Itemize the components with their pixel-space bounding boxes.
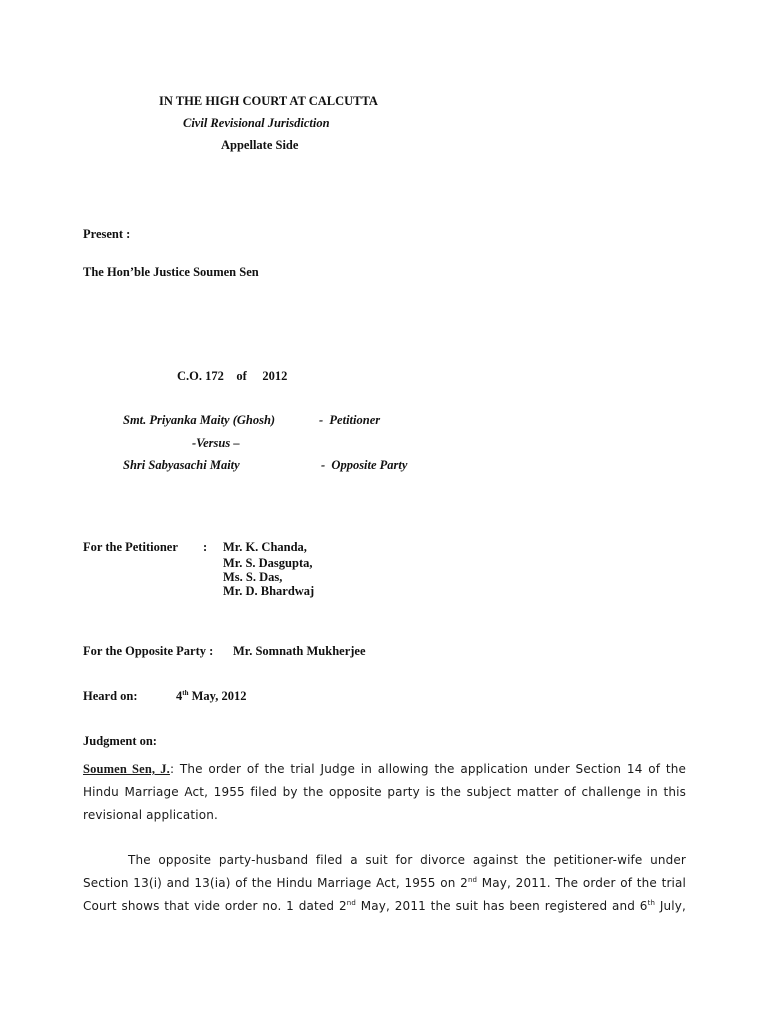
side-title: Appellate Side [221,138,299,152]
versus-label: -Versus – [192,436,240,450]
respondent-role: - Opposite Party [321,458,408,472]
petitioner-role: - Petitioner [319,413,381,427]
petitioner-counsel-colon: : [203,540,208,554]
opposite-counsel-label: For the Opposite Party : [83,644,214,658]
present-label: Present : [83,227,131,241]
heard-on-label: Heard on: [83,689,138,703]
court-title: IN THE HIGH COURT AT CALCUTTA [159,94,378,108]
respondent-name: Shri Sabyasachi Maity [123,458,240,472]
judgment-on-label: Judgment on: [83,734,157,748]
petitioner-name: Smt. Priyanka Maity (Ghosh) [123,413,276,427]
paragraph-line: Court shows that vide order no. 1 dated 2nd May, 2011 the suit has been registered and 6th July, [83,899,687,913]
jurisdiction-title: Civil Revisional Jurisdiction [183,116,330,130]
heard-on-date: 4th May, 2012 [176,688,247,703]
paragraph-line: revisional application. [83,808,218,822]
case-number: C.O. 172 of 2012 [177,369,288,383]
opposite-advocate-name: Mr. Somnath Mukherjee [233,644,366,658]
paragraph-line: Section 13(i) and 13(ia) of the Hindu Marriage Act, 1955 on 2nd May, 2011. The order of the trial [83,876,686,890]
advocate-name: Mr. S. Dasgupta, [223,556,313,570]
paragraph-line: Soumen Sen, J.: The order of the trial Judge in allowing the application under Section 14 of the [83,762,686,776]
advocate-name: Mr. K. Chanda, [223,540,307,554]
advocate-name: Mr. D. Bhardwaj [223,584,315,598]
advocate-name: Ms. S. Das, [223,570,283,584]
judgment-author: Soumen Sen, J. [83,762,170,776]
petitioner-counsel-label: For the Petitioner [83,540,178,554]
judge-name: The Hon’ble Justice Soumen Sen [83,265,259,279]
paragraph-line: Hindu Marriage Act, 1955 filed by the opposite party is the subject matter of challenge in this [83,785,686,799]
paragraph-line: The opposite party-husband filed a suit for divorce against the petitioner-wife under [128,853,686,867]
